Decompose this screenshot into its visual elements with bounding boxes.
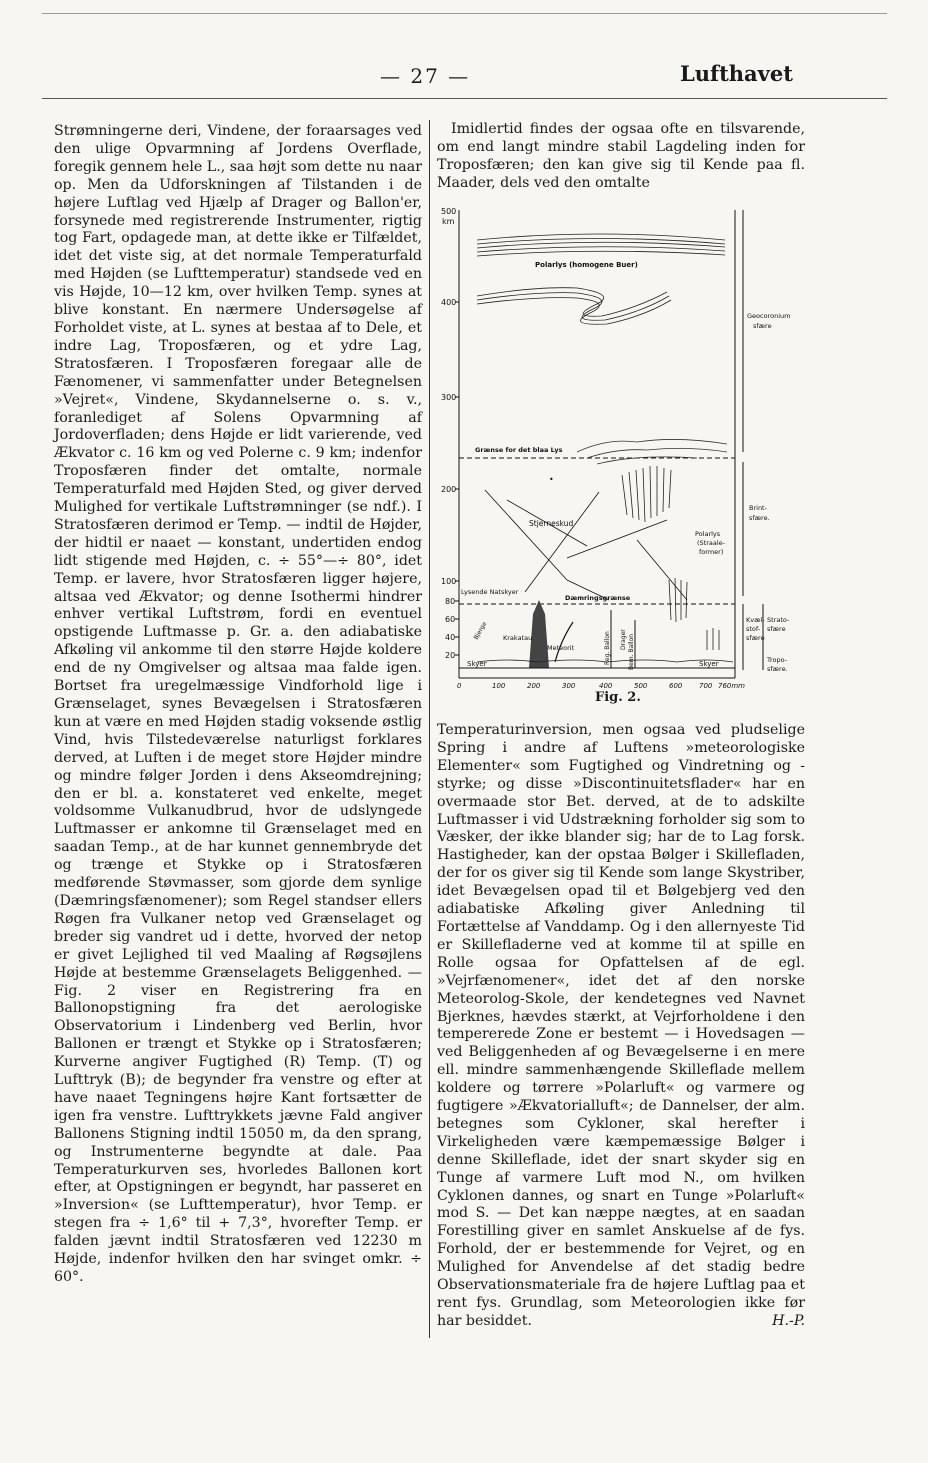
label-skyer-right: Skyer — [699, 660, 719, 668]
left-column-text — [54, 123, 422, 1287]
label-skyer-left: Skyer — [467, 660, 487, 668]
x-tick-label: 100 — [492, 682, 506, 690]
label-troposfaere: Tropo- — [767, 656, 788, 664]
paragraph: Imidlertid findes der ogsaa ofte en tilsvarende, om end langt mindre stabil Lagdeling inden for Troposfæren; den kan give sig til Kende paa fl. Maader, dels ved den omtalte — [437, 121, 805, 191]
paragraph-text: Temperaturinversion, men ogsaa ved pludselige Spring i andre af Luftens »meteorologiske Elementer« som Fugtighed og Vindretning og -styrke; og disse »Discontinuitetsflader« har en overmaade stor Bet. derved, at de to adskilte Luftmasser i vid Udstrækning forholder sig som to Væsker, der ikke blander sig; har de to Lag forsk. Hastigheder, kan der opstaa Bølger i Skillefladen, der for os giver sig til Kende som lange Skystriber, idet Bevægelsen opad til et Bølgebjerg ved den adiabatiske Afkøling giver Anledning til Fortættelse af Vanddamp. Og i den allernyeste Tid er Skillefladerne ved at komme til at spille en Rolle ogsaa for Opfattelsen af de egl. »Vejrfænomener«, idet det af den norske Meteorolog-Skole, der kendetegnes ved Navnet Bjerknes, hævdes stærkt, at Vejrforholdene i den tempererede Zone er bestemt — i Hovedsagen — ved Beliggenheden af og Bevægelserne i en mere ell. mindre sammenhængende Skilleflade mellem koldere og tørrere »Polarluft« og varmere og fugtigere »Ækvatorialluft«; de Dannelser, der alm. betegnes som Cykloner, skal herefter i Virkeligheden være kæmpemæssige Bølger i denne Skilleflade, idet der snart skyder sig en Tunge af varmere Luft mod N., om hvilken Cyklonen dannes, og snart en Tunge »Polarluft« mod S. — Det kan næppe nægtes, at en saadan Forestilling giver en samlet Anskuelse af de fys. Forhold, der er bestemmende for Vejret, og en Mulighed for Anvendelse af det stadig bedre Observationsmateriale fra de højere Luftlag paa et rent fys. Grundlag, som Meteorologien ikke før har besiddet. — [437, 722, 805, 1329]
atmosphere-diagram — [437, 200, 817, 690]
sphere-brackets — [743, 210, 763, 670]
label-polarlys-straale: Polarlys — [695, 530, 721, 538]
x-tick-label: 700 — [699, 682, 713, 690]
label-lysende-natskyer: Lysende Natskyer — [461, 588, 519, 596]
x-tick-label: 760mm — [718, 682, 745, 690]
x-tick-label: 500 — [634, 682, 648, 690]
x-tick-label: 200 — [527, 682, 541, 690]
label-graense-blaa-lys: Grænse for det blaa Lys — [475, 446, 563, 454]
label-daemringsgraense: Dæmringsgrænse — [565, 594, 631, 602]
aurora-arcs — [477, 234, 725, 324]
label-drager: Drager — [620, 629, 627, 650]
label-kvaelstofsfaere: sfære — [746, 634, 765, 642]
paragraph — [437, 722, 805, 1331]
y-axis-unit: km — [442, 217, 455, 226]
x-tick-label: 0 — [457, 682, 462, 690]
page-number: — 27 — — [380, 64, 471, 88]
figure-2 — [437, 200, 817, 690]
author-signature: H.-P. — [772, 1312, 805, 1329]
label-kvaelstofsfaere: stof- — [746, 625, 761, 633]
x-tick-label: 600 — [669, 682, 683, 690]
label-troposfaere: sfære. — [767, 665, 788, 673]
right-column-top-text — [437, 121, 805, 193]
y-tick-label: 100 — [441, 577, 457, 586]
label-polarlys-homogene: Polarlys (homogene Buer) — [535, 261, 638, 269]
paragraph: Strømningerne deri, Vindene, der foraarsages ved den ulige Opvarmning af Jordens Overflade, foregik gennem hele L., saa højt som dette nu naar op. Men da Udforskningen af Tilstanden i de højere Luftlag ved Hjælp af Drager og Ballon'er, forsynede med registrerende Instrumenter, rigtig tog Fart, opdagede man, at dette ikke er Tilfældet, idet det viste sig, at det normale Temperaturfald med Højden (se Lufttemperatur) standsede ved en vis Højde, 10—12 km, over hvilken Temp. synes at blive konstant. En nærmere Undersøgelse af Forholdet viste, at L. synes at bestaa af to Dele, et indre Lag, Troposfæren, og et ydre Lag, Stratosfæren. I Troposfæren foregaar alle de Fænomener, vi sammenfatter under Betegnelsen »Vejret«, Vindene, Skydannelserne o. s. v., foranlediget af Solens Opvarmning af Jordoverfladen; dens Højde er lidt varierende, ved Ækvator c. 16 km og ved Polerne c. 9 km; indenfor Troposfæren finder det omtalte, normale Temperaturfald med Højden Sted, og giver derved Mulighed for vertikale Luftstrømninger (se ndf.). I Stratosfæren derimod er Temp. — indtil de Højder, der hidtil er naaet — konstant, undertiden endog lidt stigende med Højden, c. ÷ 55°—÷ 80°, idet Temp. er lavere, hvor Stratosfæren ligger højere, altsaa ved Ækvator; og denne Isothermi hindrer enhver vertikal Luftstrøm, fordi en eventuel opstigende Luftmasse p. Gr. a. den adiabatiske Afkøling vil ankomme til den større Højde koldere end de ny Omgivelser og altsaa maa falde igen. Bortset fra uregelmæssige Vindforhold lige i Grænselaget, synes Bevægelsen i Stratosfæren kun at være en med Højden stadig voksende østlig Vind, hvis Tilstedeværelse naturligst forklares derved, at Luften i de meget store Højder mindre og mindre følger Jorden i dens Akseomdrejning; den er bl. a. konstateret ved enkelte, meget voldsomme Vulkanudbrud, hvor de udslyngede Luftmasser er ankomne til Grænselaget med en saadan Temp., at de har kunnet gennembryde det og trænge et Stykke op i Stratosfæren medførende Støvmasser, som gjorde dem synlige (Dæmringsfænomener); som Regel standser ellers Røgen fra Vulkaner netop ved Grænselaget og breder sig vandret ud i dette, hvorved der netop er givet Lejlighed til ved Maaling af Røgsøjlens Højde at bestemme Grænselagets Beliggenhed. — Fig. 2 viser en Registrering fra en Ballonopstigning fra det aerologiske Observatorium i Lindenberg ved Berlin, hvor Ballonen er trængt et Stykke op i Stratosfæren; Kurverne angiver Fugtighed (R) Temp. (T) og Lufttryk (B); de begynder fra venstre og efter at have naaet Tegningens højre Kant fortsætter de igen fra venstre. Lufttrykkets jævne Fald angiver Ballonens Stigning indtil 15050 m, da den sprang, og Instrumenterne begyndte at dale. Paa Temperaturkurven ses, hvorledes Ballonen kort efter, at Opstigningen er begyndt, har passeret en »Inversion« (se Lufttemperatur), hvor Temp. er stegen fra ÷ 1,6° til + 7,3°, hvorefter Temp. er falden jævnt indtil Stratosfæren ved 12230 m Højde, indenfor hvilken den har svinget omkr. ÷ 60°. — [54, 123, 422, 1285]
right-column-bottom-text — [437, 722, 805, 1331]
label-kvaelstofsfaere: Kvæl- — [746, 616, 765, 624]
figure-caption: Fig. 2. — [595, 690, 641, 705]
x-ticks — [457, 682, 745, 690]
top-border-line — [42, 13, 887, 14]
meteor-dot: • — [549, 475, 554, 484]
label-krakatau: Krakatau — [503, 634, 533, 642]
label-polarlys-straale: (Straale- — [697, 539, 725, 547]
y-ticks — [441, 207, 456, 660]
y-tick-label: 60 — [445, 615, 456, 624]
y-tick-label: 500 — [441, 207, 457, 216]
sphere-labels — [746, 312, 790, 673]
label-bem-ballon: Bem. Ballon — [628, 633, 635, 670]
running-title: Lufthavet — [680, 61, 793, 86]
x-tick-label: 300 — [562, 682, 576, 690]
label-bjerge: Bjerge — [472, 620, 489, 641]
label-polarlys-straale: former) — [699, 548, 724, 556]
y-tick-label: 300 — [441, 393, 457, 402]
aurora-rays — [622, 466, 719, 650]
column-divider — [429, 120, 430, 1338]
label-stratosfaere: Strato- — [767, 616, 790, 624]
y-tick-label: 400 — [441, 298, 457, 307]
y-tick-label: 40 — [445, 633, 456, 642]
label-brintsfaere: Brint- — [749, 504, 767, 512]
label-brintsfaere: sfære. — [749, 514, 770, 522]
y-tick-label: 80 — [445, 597, 456, 606]
x-tick-label: 400 — [599, 682, 613, 690]
header-rule — [42, 98, 887, 99]
y-tick-label: 20 — [445, 651, 456, 660]
label-geocoronium: sfære — [753, 322, 772, 330]
label-geocoronium: Geocoronium — [747, 312, 791, 320]
label-stjerneskud: Stjerneskud — [529, 519, 574, 528]
label-reg-ballon: Reg. Ballon — [604, 631, 611, 665]
label-meteorit: Meteorit — [547, 644, 575, 652]
y-tick-label: 200 — [441, 485, 457, 494]
label-stratosfaere: sfære — [767, 625, 786, 633]
